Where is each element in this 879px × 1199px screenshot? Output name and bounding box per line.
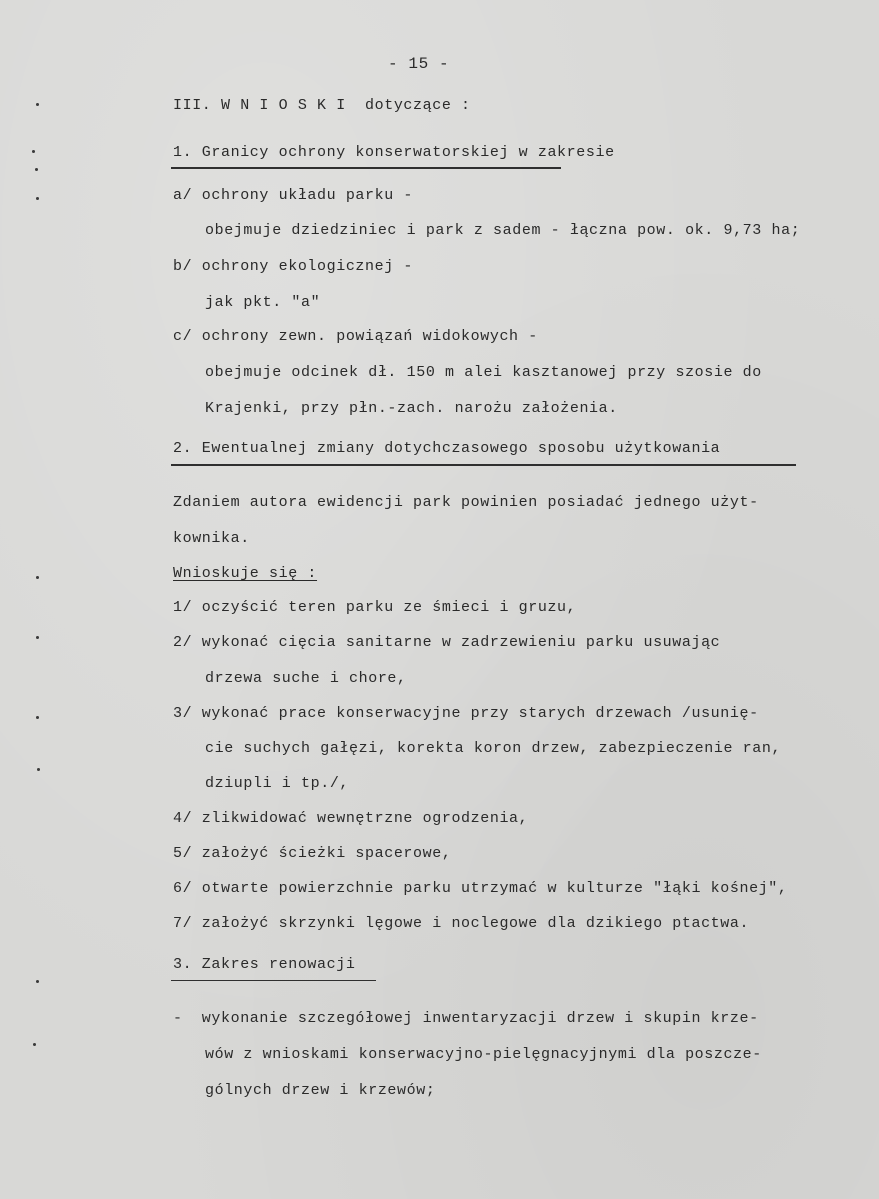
section-heading: III. W N I O S K I dotyczące :: [173, 97, 471, 114]
item-c-text-2: Krajenki, przy płn.-zach. narożu założenia.: [205, 400, 618, 417]
paragraph-line-2: kownika.: [173, 530, 250, 547]
list-item: 6/ otwarte powierzchnie parku utrzymać w kulturze "łąki kośnej",: [173, 880, 788, 897]
margin-mark: [36, 197, 39, 200]
section-3-title: 3. Zakres renowacji: [173, 956, 356, 973]
item-c-heading: c/ ochrony zewn. powiązań widokowych -: [173, 328, 538, 345]
paragraph-line-1: Zdaniem autora ewidencji park powinien posiadać jednego użyt-: [173, 494, 759, 511]
page-number: - 15 -: [388, 55, 450, 73]
item-a-text: obejmuje dziedziniec i park z sadem - łączna pow. ok. 9,73 ha;: [205, 222, 801, 239]
margin-mark: [36, 716, 39, 719]
list-item: 1/ oczyścić teren parku ze śmieci i gruzu,: [173, 599, 577, 616]
list-item: cie suchych gałęzi, korekta koron drzew, zabezpieczenie ran,: [205, 740, 782, 757]
wnioskuje-heading: Wnioskuje się :: [173, 565, 318, 582]
bullet-line-1: - wykonanie szczegółowej inwentaryzacji drzew i skupin krze-: [173, 1010, 759, 1027]
list-item: 5/ założyć ścieżki spacerowe,: [173, 845, 452, 862]
margin-mark: [36, 636, 39, 639]
list-item: 3/ wykonać prace konserwacyjne przy starych drzewach /usunię-: [173, 705, 759, 722]
list-item: drzewa suche i chore,: [205, 670, 407, 687]
bullet-line-2: wów z wnioskami konserwacyjno-pielęgnacyjnymi dla poszcze-: [205, 1046, 762, 1063]
margin-mark: [36, 103, 39, 106]
section-2-title: 2. Ewentualnej zmiany dotychczasowego sposobu użytkowania: [173, 440, 721, 457]
margin-mark: [32, 150, 35, 153]
margin-mark: [37, 768, 40, 771]
section-1-underline: [171, 167, 561, 169]
margin-mark: [36, 980, 39, 983]
list-item: 2/ wykonać cięcia sanitarne w zadrzewieniu parku usuwając: [173, 634, 721, 651]
item-b-heading: b/ ochrony ekologicznej -: [173, 258, 414, 275]
item-a-heading: a/ ochrony układu parku -: [173, 187, 414, 204]
list-item: 7/ założyć skrzynki lęgowe i noclegowe dla dzikiego ptactwa.: [173, 915, 750, 932]
bullet-line-3: gólnych drzew i krzewów;: [205, 1082, 436, 1099]
margin-mark: [36, 576, 39, 579]
margin-mark: [33, 1043, 36, 1046]
item-b-text: jak pkt. "a": [205, 294, 321, 311]
list-item: 4/ zlikwidować wewnętrzne ogrodzenia,: [173, 810, 529, 827]
section-2-underline: [171, 464, 796, 466]
margin-mark: [35, 168, 38, 171]
list-item: dziupli i tp./,: [205, 775, 350, 792]
section-3-underline: [171, 980, 376, 981]
section-1-title: 1. Granicy ochrony konserwatorskiej w zakresie: [173, 144, 615, 161]
item-c-text-1: obejmuje odcinek dł. 150 m alei kasztanowej przy szosie do: [205, 364, 762, 381]
